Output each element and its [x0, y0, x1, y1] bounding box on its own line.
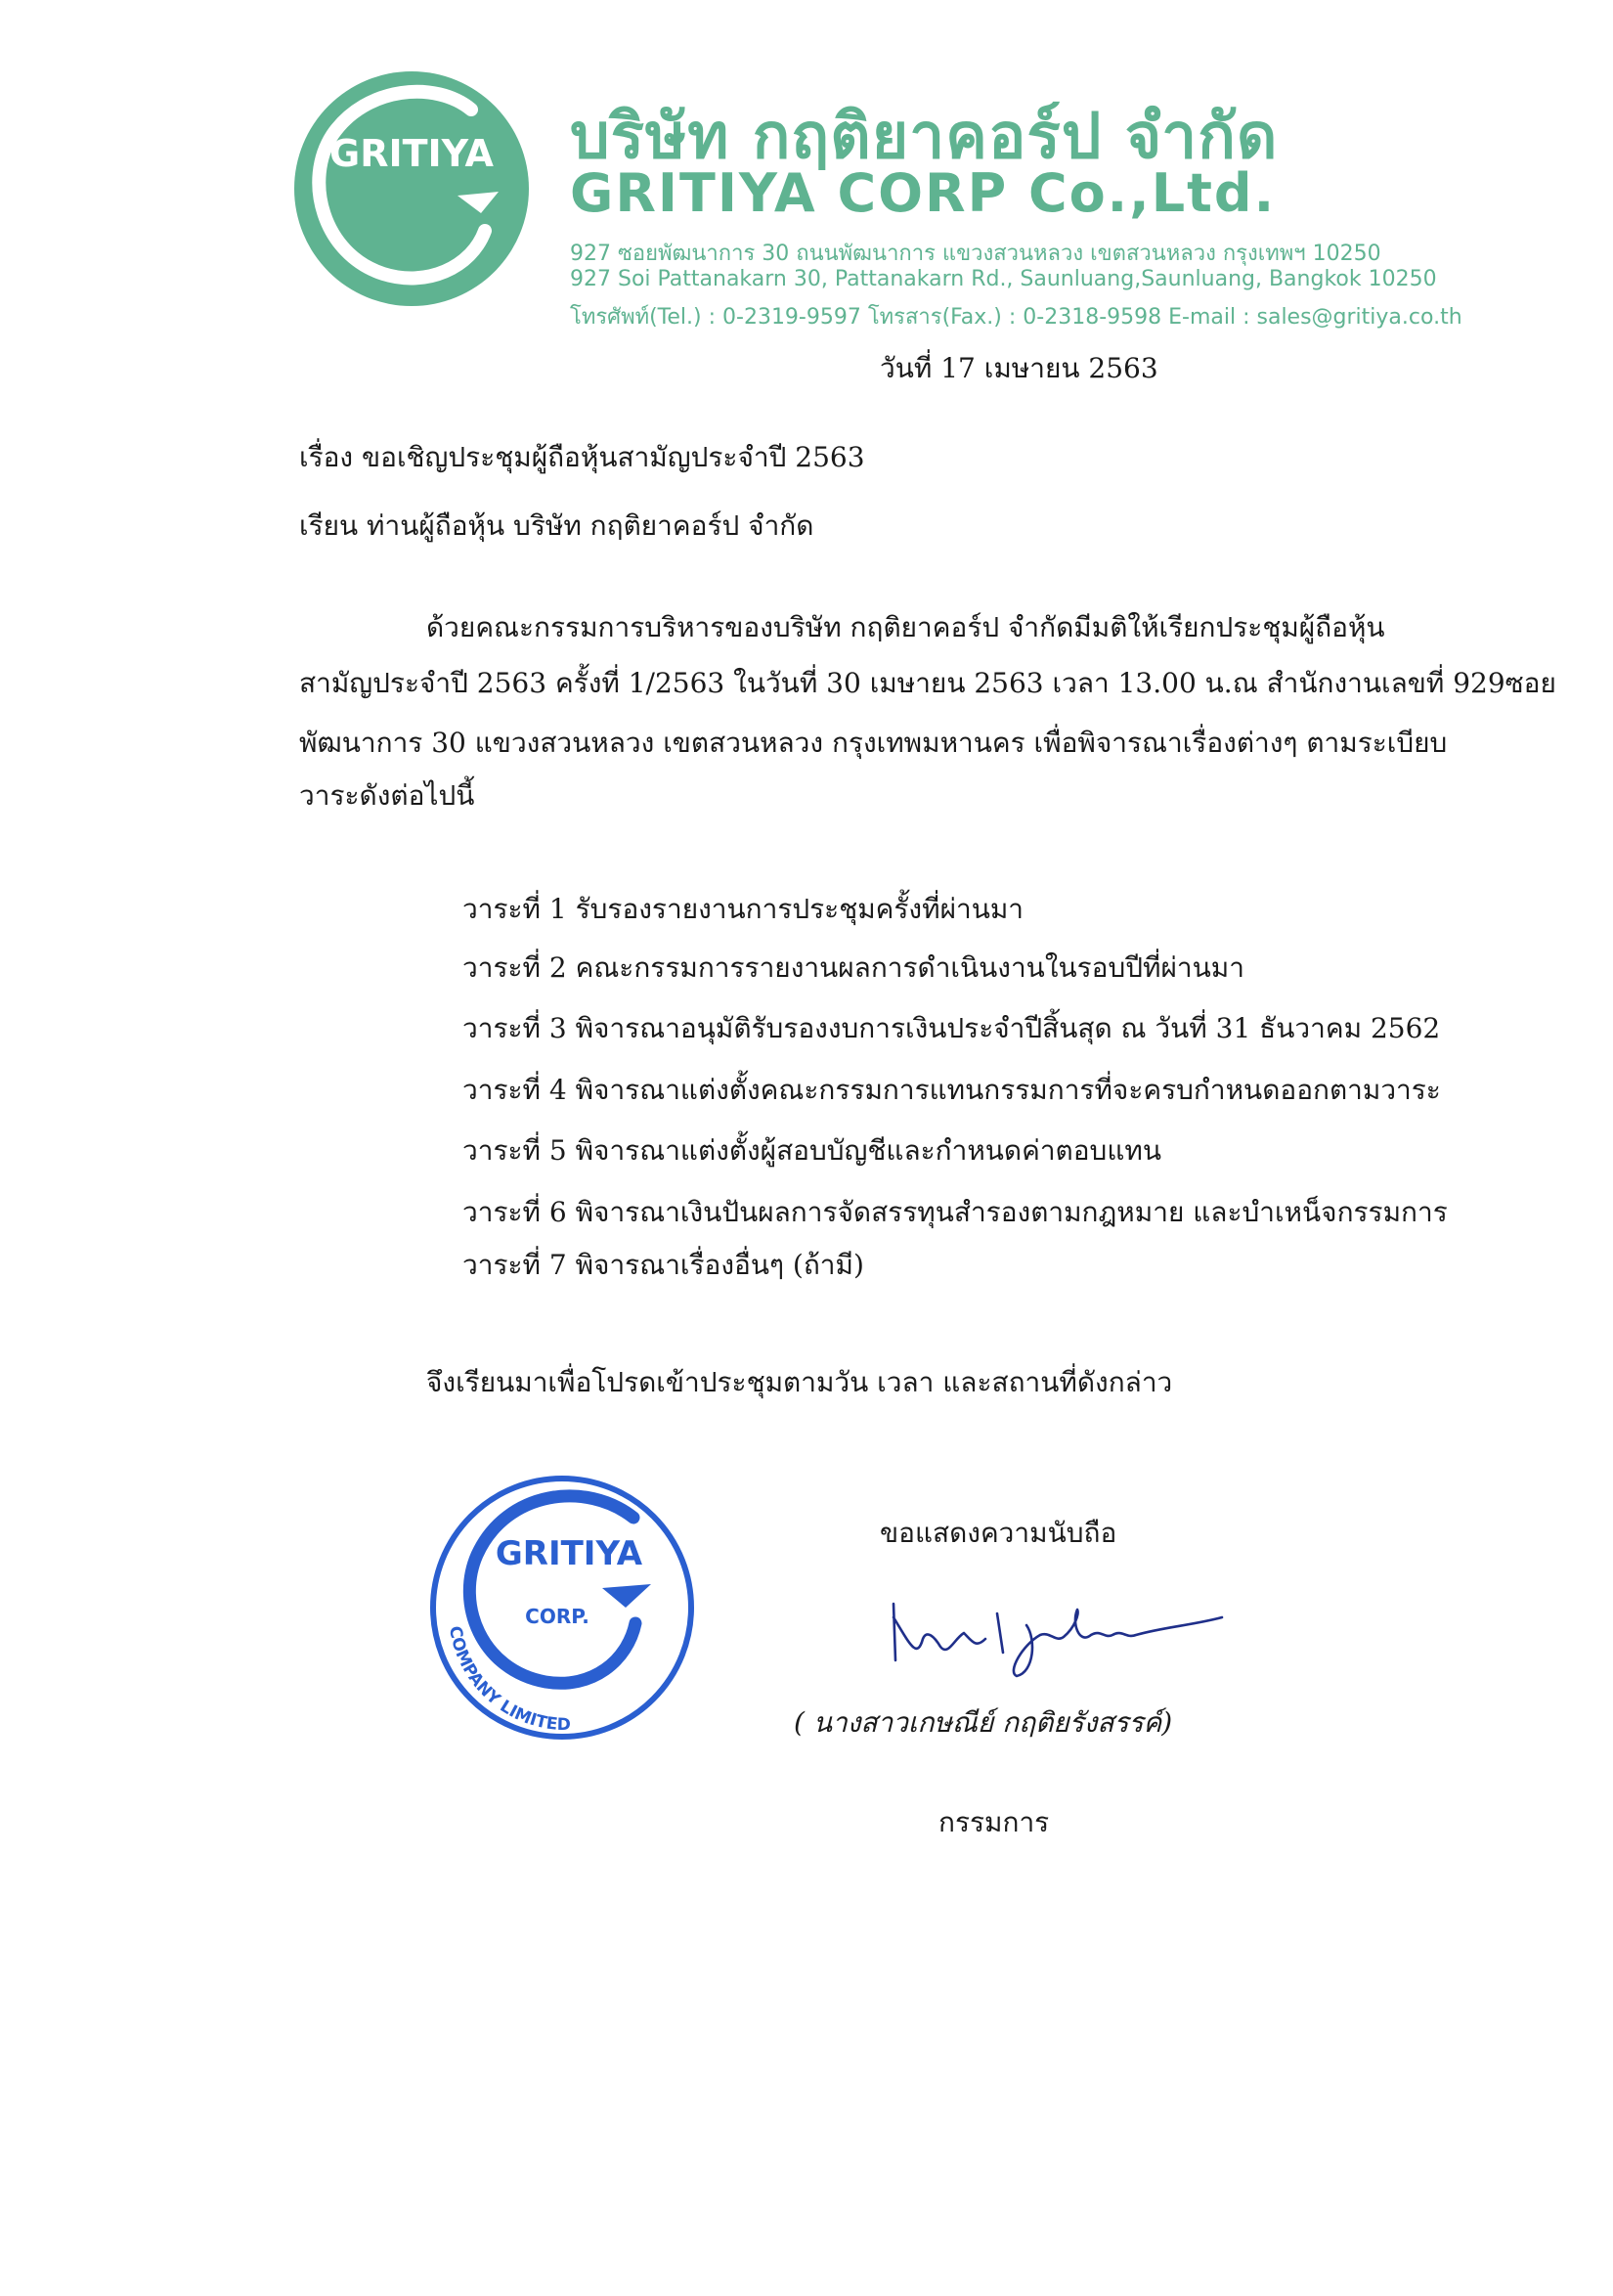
stamp-ring-text: COMPANY LIMITED	[444, 1624, 572, 1736]
paragraph-line: พัฒนาการ 30 แขวงสวนหลวง เขตสวนหลวง กรุงเทพมหานคร เพื่อพิจารณาเรื่องต่างๆ ตามระเบียบ	[299, 727, 1448, 759]
handwritten-signature	[870, 1574, 1232, 1682]
signer-position: กรรมการ	[938, 1806, 1050, 1838]
stamp-sub-text: CORP.	[525, 1605, 589, 1628]
letter-subject: เรื่อง ขอเชิญประชุมผู้ถือหุ้นสามัญประจำปี 2563	[299, 441, 865, 473]
letter-date: วันที่ 17 เมษายน 2563	[880, 352, 1158, 384]
letter-recipient: เรียน ท่านผู้ถือหุ้น บริษัท กฤติยาคอร์ป จำกัด	[299, 509, 814, 542]
paragraph-line: สามัญประจำปี 2563 ครั้งที่ 1/2563 ในวันที่ 30 เมษายน 2563 เวลา 13.00 น.ณ สำนักงานเลขที่ 929ซอย	[299, 667, 1556, 699]
address-thai: 927 ซอยพัฒนาการ 30 ถนนพัฒนาการ แขวงสวนหลวง เขตสวนหลวง กรุงเทพฯ 10250	[570, 242, 1381, 266]
company-name-thai: บริษัท กฤติยาคอร์ป จำกัด	[570, 101, 1279, 173]
company-logo	[289, 66, 534, 311]
agenda-item-7: วาระที่ 7 พิจารณาเรื่องอื่นๆ (ถ้ามี)	[462, 1249, 864, 1281]
agenda-item-5: วาระที่ 5 พิจารณาแต่งตั้งผู้สอบบัญชีและกำหนดค่าตอบแทน	[462, 1134, 1161, 1167]
agenda-item-2: วาระที่ 2 คณะกรรมการรายงานผลการดำเนินงานในรอบปีที่ผ่านมา	[462, 951, 1244, 984]
regards-text: ขอแสดงความนับถือ	[880, 1517, 1117, 1549]
logo-text: GRITIYA	[329, 132, 494, 175]
paragraph-line: วาระดังต่อไปนี้	[299, 779, 475, 812]
address-english: 927 Soi Pattanakarn 30, Pattanakarn Rd., Saunluang,Saunluang, Bangkok 10250	[570, 267, 1437, 291]
stamp-logo-text: GRITIYA	[495, 1534, 643, 1573]
signer-name: ( นางสาวเกษณีย์ กฤติยรังสรรค์)	[794, 1706, 1173, 1739]
company-stamp	[420, 1461, 704, 1754]
agenda-item-6: วาระที่ 6 พิจารณาเงินปันผลการจัดสรรทุนสำรองตามกฎหมาย และบำเหน็จกรรมการ	[462, 1196, 1448, 1228]
closing-sentence: จึงเรียนมาเพื่อโปรดเข้าประชุมตามวัน เวลา และสถานที่ดังกล่าว	[426, 1366, 1173, 1398]
contact-info: โทรศัพท์(Tel.) : 0-2319-9597 โทรสาร(Fax.) : 0-2318-9598 E-mail : sales@gritiya.co.th	[570, 305, 1462, 330]
agenda-item-3: วาระที่ 3 พิจารณาอนุมัติรับรองงบการเงินประจำปีสิ้นสุด ณ วันที่ 31 ธันวาคม 2562	[462, 1012, 1441, 1044]
agenda-item-4: วาระที่ 4 พิจารณาแต่งตั้งคณะกรรมการแทนกรรมการที่จะครบกำหนดออกตามวาระ	[462, 1074, 1441, 1106]
company-name-english: GRITIYA CORP Co.,Ltd.	[570, 162, 1277, 224]
agenda-item-1: วาระที่ 1 รับรองรายงานการประชุมครั้งที่ผ่านมา	[462, 893, 1024, 925]
paragraph-line: ด้วยคณะกรรมการบริหารของบริษัท กฤติยาคอร์ป จำกัดมีมติให้เรียกประชุมผู้ถือหุ้น	[426, 611, 1385, 643]
